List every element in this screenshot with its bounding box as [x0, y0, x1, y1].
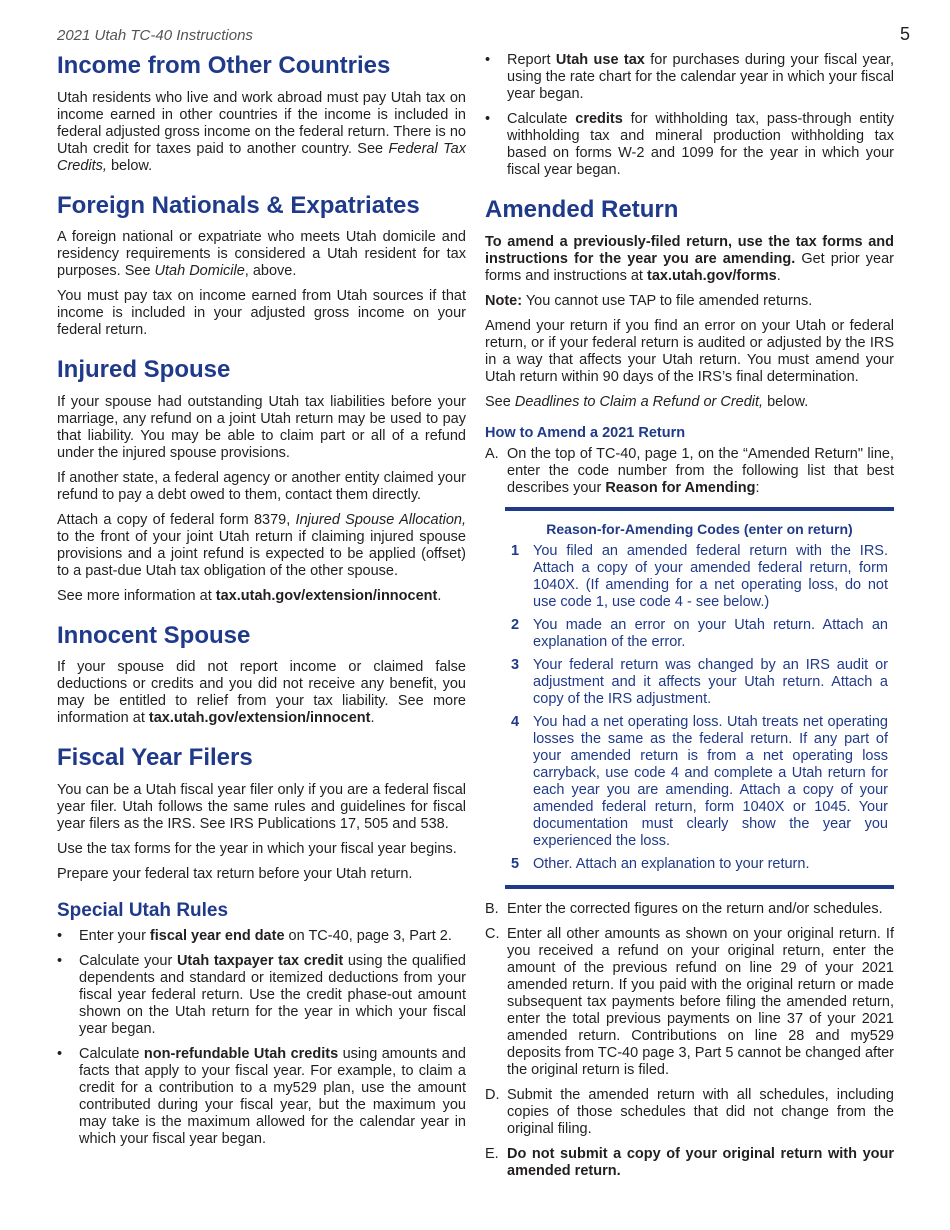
bullet: •	[57, 1045, 63, 1062]
paragraph: Amend your return if you find an error on your Utah or federal return, or if your federal return is audited or adjusted by the IRS in a way that affects your Utah return. You must amend your Utah return within 90 days of the IRS’s final determination.	[485, 317, 894, 385]
innocent-spouse-link[interactable]: tax.utah.gov/extension/innocent	[215, 587, 438, 604]
subsection-title: Special Utah Rules	[57, 899, 229, 921]
paragraph: A foreign national or expatriate who meets Utah domicile and residency requirements is considered a Utah resident for tax purposes. See Utah Domicile, above.	[57, 229, 466, 280]
code-item: 2 You made an error on your Utah return. Attach an explanation of the error.	[511, 616, 888, 650]
section-title: Innocent Spouse	[57, 621, 251, 649]
paragraph: To amend a previously-filed return, use the tax forms and instructions for the year you are amending. Get prior year forms and instructions at tax.utah.gov/forms.	[485, 233, 895, 284]
step-b: B. Enter the corrected figures on the return and/or schedules.	[485, 900, 883, 917]
paragraph: If another state, a federal agency or another entity claimed your refund to pay a debt owed to them, contact them directly.	[57, 469, 466, 503]
paragraph: Use the tax forms for the year in which your fiscal year begins.	[57, 840, 457, 857]
bullet: •	[57, 927, 63, 944]
innocent-spouse-link[interactable]: tax.utah.gov/extension/innocent	[148, 710, 371, 727]
section-title: Foreign Nationals & Expatriates	[57, 191, 420, 219]
step-d: D. Submit the amended return with all schedules, including copies of those schedules that did not change from the original filing.	[485, 1086, 894, 1137]
running-header: 2021 Utah TC-40 Instructions	[57, 27, 253, 44]
section-amended-return	[485, 196, 894, 1180]
section-title: Amended Return	[485, 196, 679, 223]
right-column	[485, 52, 894, 1188]
section-title: Fiscal Year Filers	[57, 744, 253, 772]
section-special-utah-rules	[57, 900, 466, 1148]
section-innocent-spouse	[57, 622, 466, 728]
section-title: Income from Other Countries	[57, 52, 391, 79]
section-fiscal-year-filers	[57, 744, 466, 883]
note: Note: You cannot use TAP to file amended returns.	[485, 292, 813, 309]
section-injured-spouse	[57, 356, 466, 605]
code-item: 3 Your federal return was changed by an IRS audit or adjustment and it affects your Utah return. Attach a copy of the IRS adjustment.	[511, 656, 888, 707]
list-item: • Report Utah use tax for purchases during your fiscal year, using the rate chart for the calendar year in which your fiscal year began.	[485, 52, 894, 102]
step-c: C. Enter all other amounts as shown on your original return. If you received a refund on your original return, enter the amount of the previous refund on line 29 of your 2021 amended return. If you paid with the original return or made subsequent tax payments before filing the amended return, enter the total previous payments on line 37 of your 2021 amended return. Contributions on line 28 and my529 deposits from TC-40 page 3, Part 5 cannot be changed after the original return is filed.	[485, 925, 894, 1078]
list-item: • Enter your fiscal year end date on TC-40, page 3, Part 2.	[57, 927, 452, 944]
paragraph: See Deadlines to Claim a Refund or Credit, below.	[485, 393, 809, 410]
section-title: Injured Spouse	[57, 356, 231, 384]
code-item: 5 Other. Attach an explanation to your return.	[511, 855, 810, 872]
bullet: •	[57, 952, 63, 969]
code-item: 1 You filed an amended federal return with the IRS. Attach a copy of your amended federal return, form 1040X. (If amending for a net operating loss, do not use code 1, use code 4 - see below.)	[511, 542, 888, 610]
step-a: A. On the top of TC-40, page 1, on the “Amended Return" line, enter the code number from the following list that best describes your Reason for Amending:	[485, 445, 894, 496]
step-e: E. Do not submit a copy of your original return with your amended return.	[485, 1145, 894, 1179]
bullet: •	[485, 52, 491, 68]
paragraph: You can be a Utah fiscal year filer only if you are a federal fiscal year filer. Utah follows the same rules and guidelines for fiscal year filers as the IRS. See IRS Publications 17, 505 and 538.	[57, 781, 466, 832]
paragraph: Utah residents who live and work abroad must pay Utah tax on income earned in other countries if the income is included in federal adjusted gross income on the federal return. There is no Utah credit for taxes paid to another country. See Federal Tax Credits, below.	[57, 89, 466, 174]
list-item: • Calculate your Utah taxpayer tax credit using the qualified dependents and standard or itemized deductions from your fiscal year federal return. Use the credit phase-out amount shown on the Utah return for the year in which your fiscal year began.	[57, 952, 466, 1037]
paragraph: See more information at tax.utah.gov/extension/innocent.	[57, 587, 442, 604]
section-foreign-nationals	[57, 192, 466, 340]
list-item: • Calculate credits for withholding tax, pass-through entity withholding tax and mineral production withholding tax based on forms W-2 and 1099 for the year in which your fiscal year began.	[485, 111, 894, 178]
paragraph: Prepare your federal tax return before your Utah return.	[57, 865, 413, 882]
left-column	[57, 52, 466, 1156]
bullet: •	[485, 111, 491, 127]
fiscal-rules-continued	[485, 52, 894, 179]
reason-codes-box	[505, 507, 894, 889]
paragraph: If your spouse had outstanding Utah tax liabilities before your marriage, any refund on a joint Utah return may be used to pay that liability. You may be able to claim part or all of a refund under the injured spouse provisions.	[57, 393, 466, 461]
paragraph: You must pay tax on income earned from Utah sources if that income is included in your adjusted gross income on your federal return.	[57, 288, 466, 339]
paragraph: If your spouse did not report income or claimed false deductions or credits and you did not receive any benefit, you may be entitled to relief from your tax liability. See more information at tax.utah.gov/extension/innocent.	[57, 659, 466, 727]
page-number: 5	[899, 24, 910, 44]
section-income-other-countries	[57, 52, 466, 175]
code-item: 4 You had a net operating loss. Utah treats net operating losses the same as the federal return. If any part of your amended return is from a net operating loss carryback, use code 4 and complete a Utah return for each year you are amending. Attach a copy of your amended federal return, form 1040X or 1045. Your documentation must clearly show the year you experienced the loss.	[511, 713, 888, 849]
list-item: • Calculate non-refundable Utah credits using amounts and facts that apply to your fiscal year. For example, to claim a credit for a contribution to a my529 plan, use the amount contributed during your fiscal year, but the maximum you may take is the maximum allowed for the calendar year in which your fiscal year began.	[57, 1045, 466, 1147]
codes-title: Reason-for-Amending Codes (enter on return)	[546, 520, 853, 537]
forms-link[interactable]: tax.utah.gov/forms	[647, 267, 777, 284]
paragraph: Attach a copy of federal form 8379, Injured Spouse Allocation, to the front of your joint Utah return if claiming injured spouse provisions and a joint refund is expected to be applied (offset) to a past-due Utah tax obligation of the other spouse.	[57, 511, 467, 579]
subsection-title: How to Amend a 2021 Return	[485, 424, 686, 441]
